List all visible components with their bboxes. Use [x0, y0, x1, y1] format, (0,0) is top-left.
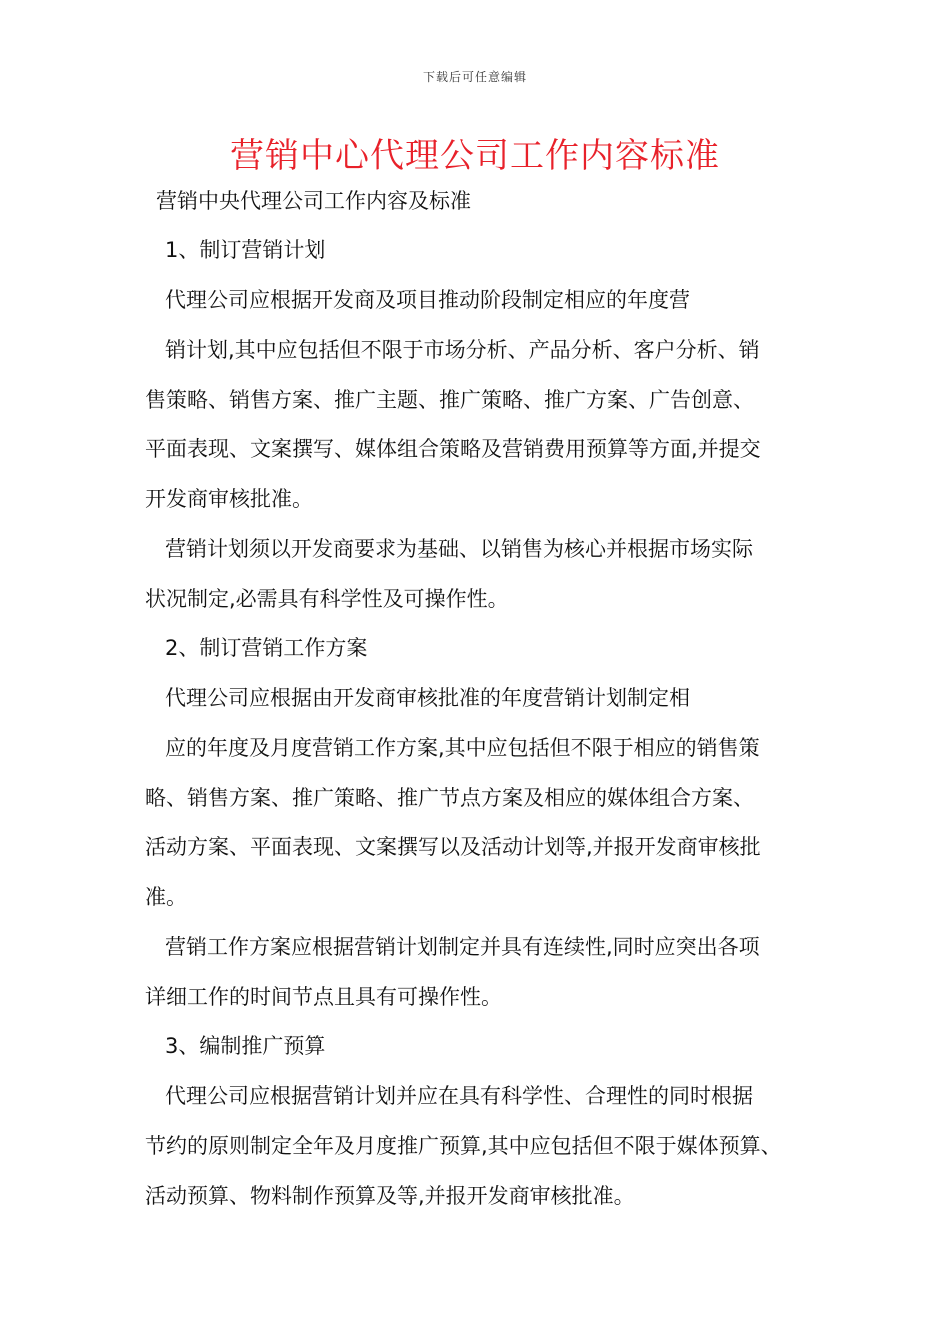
paragraph-line: 活动方案、平面表现、文案撰写以及活动计划等,并报开发商审核批 [145, 835, 761, 859]
paragraph-line: 准。 [145, 885, 187, 909]
subtitle-line: 营销中央代理公司工作内容及标准 [156, 189, 471, 213]
paragraph-line: 销计划,其中应包括但不限于市场分析、产品分析、客户分析、销 [165, 338, 760, 362]
paragraph-line: 代理公司应根据由开发商审核批准的年度营销计划制定相 [165, 686, 690, 710]
paragraph-line: 营销工作方案应根据营销计划制定并具有连续性,同时应突出各项 [165, 935, 760, 959]
paragraph-line: 应的年度及月度营销工作方案,其中应包括但不限于相应的销售策 [165, 736, 760, 760]
paragraph-line: 代理公司应根据营销计划并应在具有科学性、合理性的同时根据 [165, 1084, 753, 1108]
document-title: 营销中心代理公司工作内容标准 [230, 136, 720, 176]
header-note: 下载后可任意编辑 [422, 70, 527, 84]
paragraph-line: 详细工作的时间节点且具有可操作性。 [145, 985, 502, 1009]
paragraph-line: 节约的原则制定全年及月度推广预算,其中应包括但不限于媒体预算、 [145, 1134, 782, 1158]
paragraph-line: 活动预算、物料制作预算及等,并报开发商审核批准。 [145, 1184, 635, 1208]
paragraph-line: 开发商审核批准。 [145, 487, 313, 511]
section-heading-2: 2、制订营销工作方案 [165, 636, 368, 660]
section-heading-3: 3、编制推广预算 [165, 1034, 326, 1058]
paragraph-line: 代理公司应根据开发商及项目推动阶段制定相应的年度营 [165, 288, 690, 312]
paragraph-line: 售策略、销售方案、推广主题、推广策略、推广方案、广告创意、 [145, 388, 754, 412]
paragraph-line: 状况制定,必需具有科学性及可操作性。 [145, 587, 509, 611]
paragraph-line: 平面表现、文案撰写、媒体组合策略及营销费用预算等方面,并提交 [145, 437, 761, 461]
section-heading-1: 1、制订营销计划 [165, 238, 326, 262]
paragraph-line: 略、销售方案、推广策略、推广节点方案及相应的媒体组合方案、 [145, 786, 754, 810]
paragraph-line: 营销计划须以开发商要求为基础、以销售为核心并根据市场实际 [165, 537, 753, 561]
